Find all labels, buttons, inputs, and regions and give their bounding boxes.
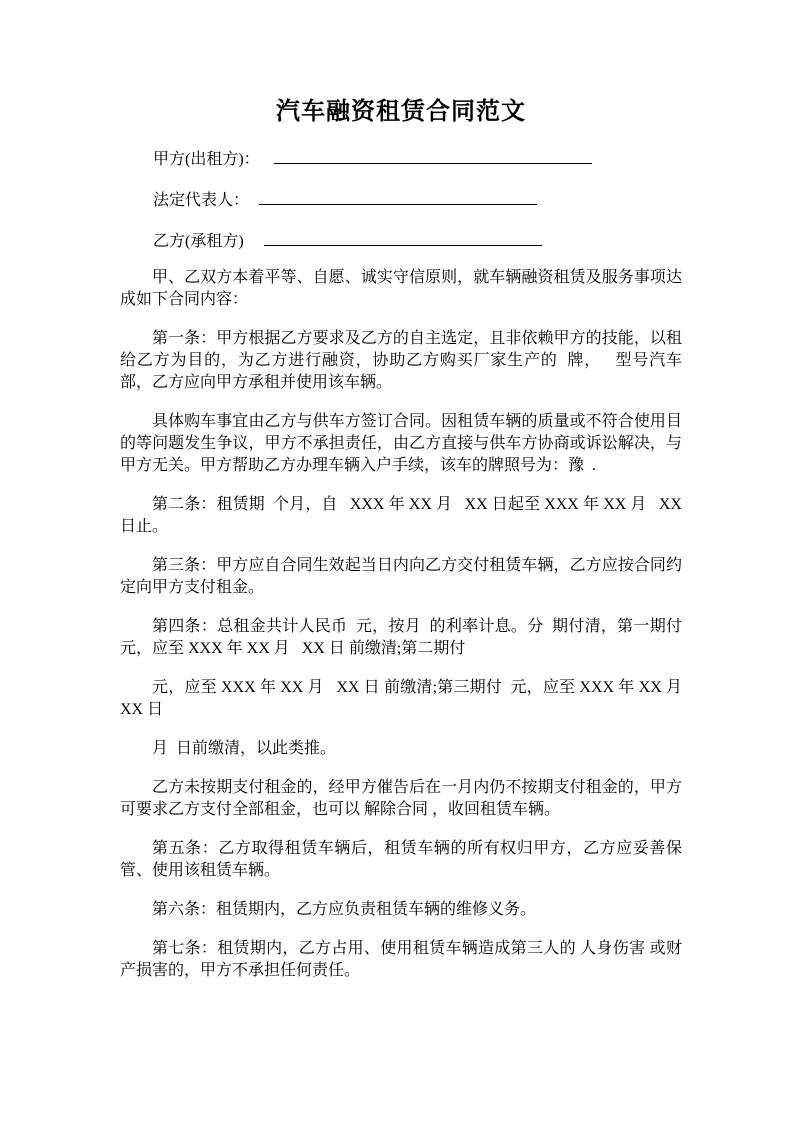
paragraph-article-3: 第三条：甲方应自合同生效起当日内向乙方交付租赁车辆，乙方应按合同约定向甲方支付租金。 xyxy=(120,557,682,596)
paragraph-article-4-continued-2: 月 日前缴清，以此类推。 xyxy=(152,740,337,757)
field-legal-representative-label: 法定代表人： xyxy=(153,192,250,209)
paragraph-article-4: 第四条：总租金共计人民币 元，按月 的利率计息。分 期付清，第一期付 元，应至 XXX 年 XX 月 XX 日 前缴清;第二期付 xyxy=(120,618,690,657)
lessee-fill-in-line xyxy=(264,228,542,246)
field-lessee xyxy=(120,228,682,250)
lessor-fill-in-line xyxy=(274,146,592,164)
field-lessor xyxy=(120,146,682,168)
field-lessor-label: 甲方(出租方)： xyxy=(153,151,260,168)
paragraph-article-7: 第七条：租赁期内，乙方占用、使用租赁车辆造成第三人的 人身伤害 或财产损害的，甲方不承担任何责任。 xyxy=(120,940,682,979)
party-fields xyxy=(120,146,682,250)
field-legal-representative xyxy=(120,187,682,209)
paragraph-preamble: 甲、乙双方本着平等、自愿、诚实守信原则，就车辆融资租赁及服务事项达成如下合同内容： xyxy=(120,269,682,308)
field-lessee-label: 乙方(承租方) xyxy=(153,233,244,250)
paragraph-article-6: 第六条：租赁期内，乙方应负责租赁车辆的维修义务。 xyxy=(152,901,537,918)
paragraph-article-5: 第五条：乙方取得租赁车辆后，租赁车辆的所有权归甲方，乙方应妥善保管、使用该租赁车辆。 xyxy=(120,840,682,879)
document-title: 汽车融资租赁合同范文 xyxy=(276,99,526,125)
paragraph-article-2: 第二条：租赁期 个月，自 XXX 年 XX 月 XX 日起至 XXX 年 XX 月 XX 日止。 xyxy=(120,496,686,535)
paragraph-article-1: 第一条：甲方根据乙方要求及乙方的自主选定，且非依赖甲方的技能，以租给乙方为目的，为乙方进行融资，协助乙方购买厂家生产的 牌， 型号汽车 部，乙方应向甲方承租并使用该车辆。 xyxy=(120,330,690,391)
legal-representative-fill-in-line xyxy=(259,187,537,205)
paragraph-article-4-continued-3: 乙方未按期支付租金的，经甲方催告后在一月内仍不按期支付租金的，甲方可要求乙方支付全部租金，也可以 解除合同 ，收回租赁车辆。 xyxy=(120,779,682,818)
paragraph-article-4-continued-1: 元，应至 XXX 年 XX 月 XX 日 前缴清;第三期付 元，应至 XXX 年 XX 月 XX 日 xyxy=(120,679,686,718)
paragraph-article-1-continued: 具体购车事宜由乙方与供车方签订合同。因租赁车辆的质量或不符合使用目的等问题发生争议，甲方不承担责任，由乙方直接与供车方协商或诉讼解决，与甲方无关。甲方帮助乙方办理车辆入户手续，该车的牌照号为：豫 . xyxy=(120,413,682,474)
